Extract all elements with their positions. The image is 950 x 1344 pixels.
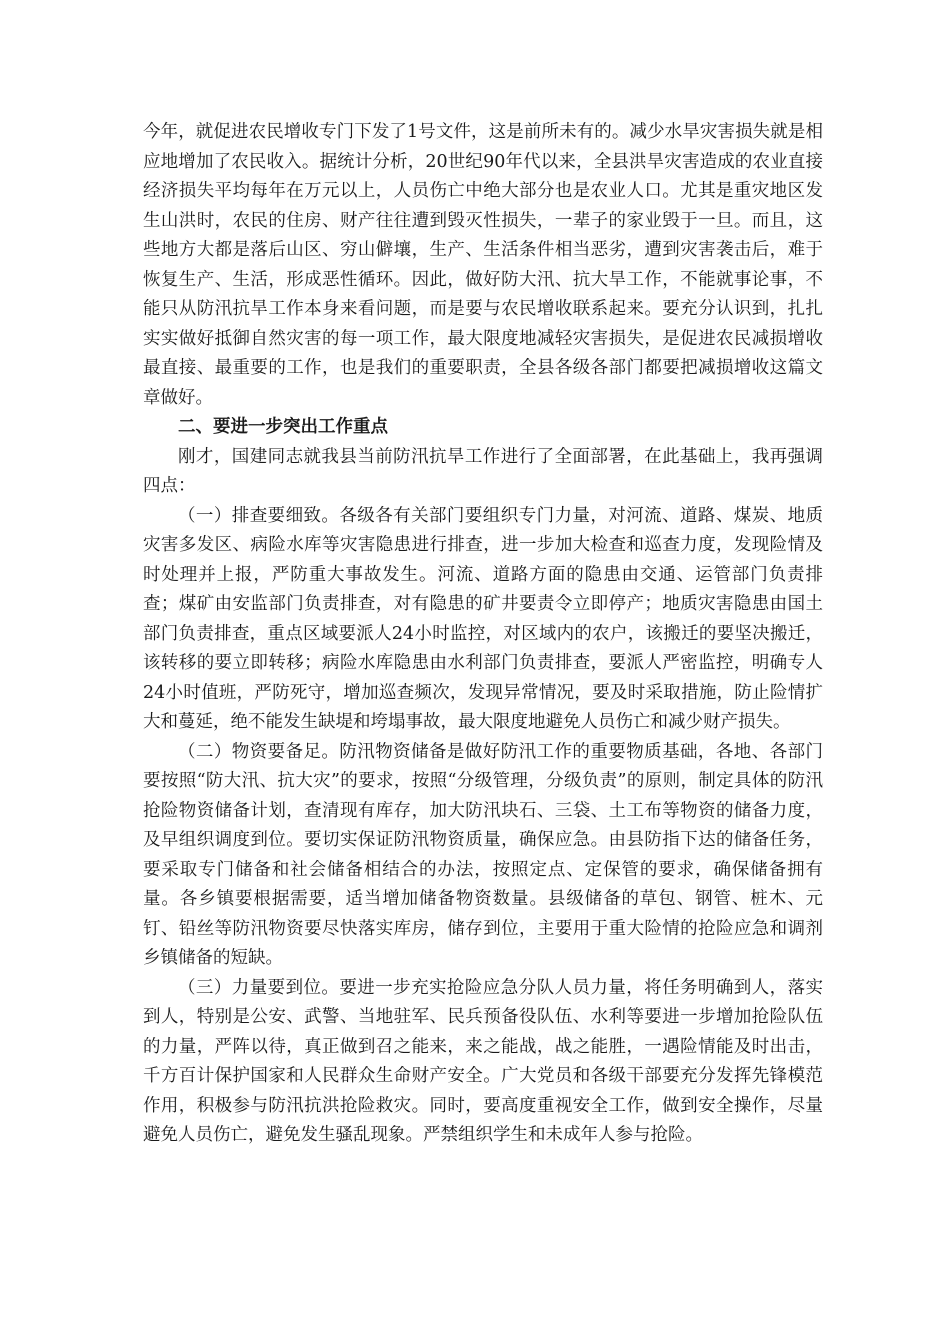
paragraph-item-1: （一）排查要细致。各级各有关部门要组织专门力量，对河流、道路、煤炭、地质灾害多发区、病险水库等灾害隐患进行排查，进一步加大检查和巡查力度，发现险情及时处理并上报，严防重大事故发生。河流、道路方面的隐患由交通、运管部门负责排查；煤矿由安监部门负责排查，对有隐患的矿井要责令立即停产；地质灾害隐患由国土部门负责排查，重点区域要派人24小时监控，对区域内的农户，该搬迁的要坚决搬迁，该转移的要立即转移；病险水库隐患由水利部门负责排查，要派人严密监控，明确专人24小时值班，严防死守，增加巡查频次，发现异常情况，要及时采取措施，防止险情扩大和蔓延，绝不能发生缺堤和垮塌事故，最大限度地避免人员伤亡和减少财产损失。 <box>143 505 823 732</box>
paragraph-item-2: （二）物资要备足。防汛物资储备是做好防汛工作的重要物质基础，各地、各部门要按照“防大汛、抗大灾”的要求，按照“分级管理，分级负责”的原则，制定具体的防汛抢险物资储备计划，查清现有库存，加大防汛块石、三袋、土工布等物资的储备力度，及早组织调度到位。要切实保证防汛物资质量，确保应急。由县防指下达的储备任务，要采取专门储备和社会储备相结合的办法，按照定点、定保管的要求，确保储备拥有量。各乡镇要根据需要，适当增加储备物资数量。县级储备的草包、钢管、桩木、元钉、铅丝等防汛物资要尽快落实库房，储存到位，主要用于重大险情的抢险应急和调剂乡镇储备的短缺。 <box>143 741 823 968</box>
paragraph-intro: 刚才，国建同志就我县当前防汛抗旱工作进行了全面部署，在此基础上，我再强调四点： <box>143 446 823 496</box>
paragraph-1: 今年，就促进农民增收专门下发了1号文件，这是前所未有的。减少水旱灾害损失就是相应地增加了农民收入。据统计分析，20世纪90年代以来，全县洪旱灾害造成的农业直接经济损失平均每年在万元以上，人员伤亡中绝大部分也是农业人口。尤其是重灾地区发生山洪时，农民的住房、财产往往遭到毁灭性损失，一辈子的家业毁于一旦。而且，这些地方大都是落后山区、穷山僻壤，生产、生活条件相当恶劣，遭到灾害袭击后，难于恢复生产、生活，形成恶性循环。因此，做好防大汛、抗大旱工作，不能就事论事，不能只从防汛抗旱工作本身来看问题，而是要与农民增收联系起来。要充分认识到，扎扎实实做好抵御自然灾害的每一项工作，最大限度地减轻灾害损失，是促进农民减损增收最直接、最重要的工作，也是我们的重要职责，全县各级各部门都要把减损增收这篇文章做好。 <box>143 122 823 408</box>
document-page <box>143 118 823 1151</box>
section-heading: 二、要进一步突出工作重点 <box>178 417 388 437</box>
paragraph-item-3: （三）力量要到位。要进一步充实抢险应急分队人员力量，将任务明确到人，落实到人，特别是公安、武警、当地驻军、民兵预备役队伍、水利等要进一步增加抢险队伍的力量，严阵以待，真正做到召之能来，来之能战，战之能胜，一遇险情能及时出击，千方百计保护国家和人民群众生命财产安全。广大党员和各级干部要充分发挥先锋模范作用，积极参与防汛抗洪抢险救灾。同时，要高度重视安全工作，做到安全操作，尽量避免人员伤亡，避免发生骚乱现象。严禁组织学生和未成年人参与抢险。 <box>143 977 823 1145</box>
